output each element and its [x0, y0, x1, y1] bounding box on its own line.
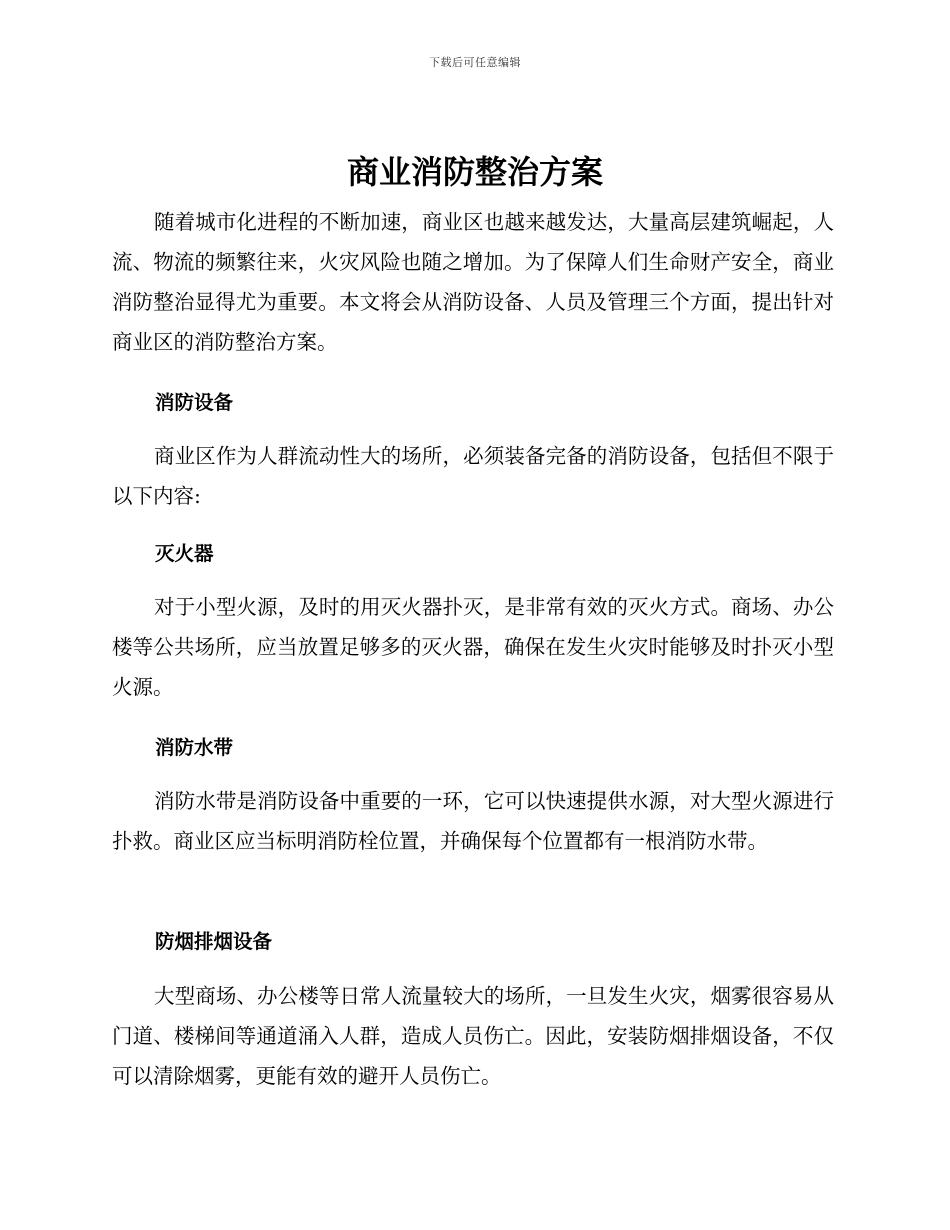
section-paragraph-extinguisher: 对于小型火源，及时的用灭火器扑灭，是非常有效的灭火方式。商场、办公楼等公共场所，应当放置足够多的灭火器，确保在发生火灾时能够及时扑灭小型火源。	[112, 595, 834, 699]
section-paragraph-fire-hose: 消防水带是消防设备中重要的一环，它可以快速提供水源，对大型火源进行扑救。商业区应当标明消防栓位置，并确保每个位置都有一根消防水带。	[112, 789, 834, 853]
section-heading-extinguisher: 灭火器	[155, 542, 214, 565]
section-heading-equipment: 消防设备	[155, 391, 234, 414]
document-title: 商业消防整治方案	[346, 153, 603, 191]
section-heading-fire-hose: 消防水带	[155, 736, 234, 759]
section-heading-smoke-control: 防烟排烟设备	[155, 930, 273, 953]
intro-paragraph: 随着城市化进程的不断加速，商业区也越来越发达，大量高层建筑崛起，人流、物流的频繁往来，火灾风险也随之增加。为了保障人们生命财产安全，商业消防整治显得尤为重要。本文将会从消防设备、人员及管理三个方面，提出针对商业区的消防整治方案。	[112, 210, 834, 354]
section-paragraph-smoke-control: 大型商场、办公楼等日常人流量较大的场所，一旦发生火灾，烟雾很容易从门道、楼梯间等通道涌入人群，造成人员伤亡。因此，安装防烟排烟设备，不仅可以清除烟雾，更能有效的避开人员伤亡。	[112, 984, 834, 1088]
header-note: 下载后可任意编辑	[429, 56, 521, 69]
section-paragraph-equipment: 商业区作为人群流动性大的场所，必须装备完备的消防设备，包括但不限于以下内容:	[112, 444, 834, 508]
